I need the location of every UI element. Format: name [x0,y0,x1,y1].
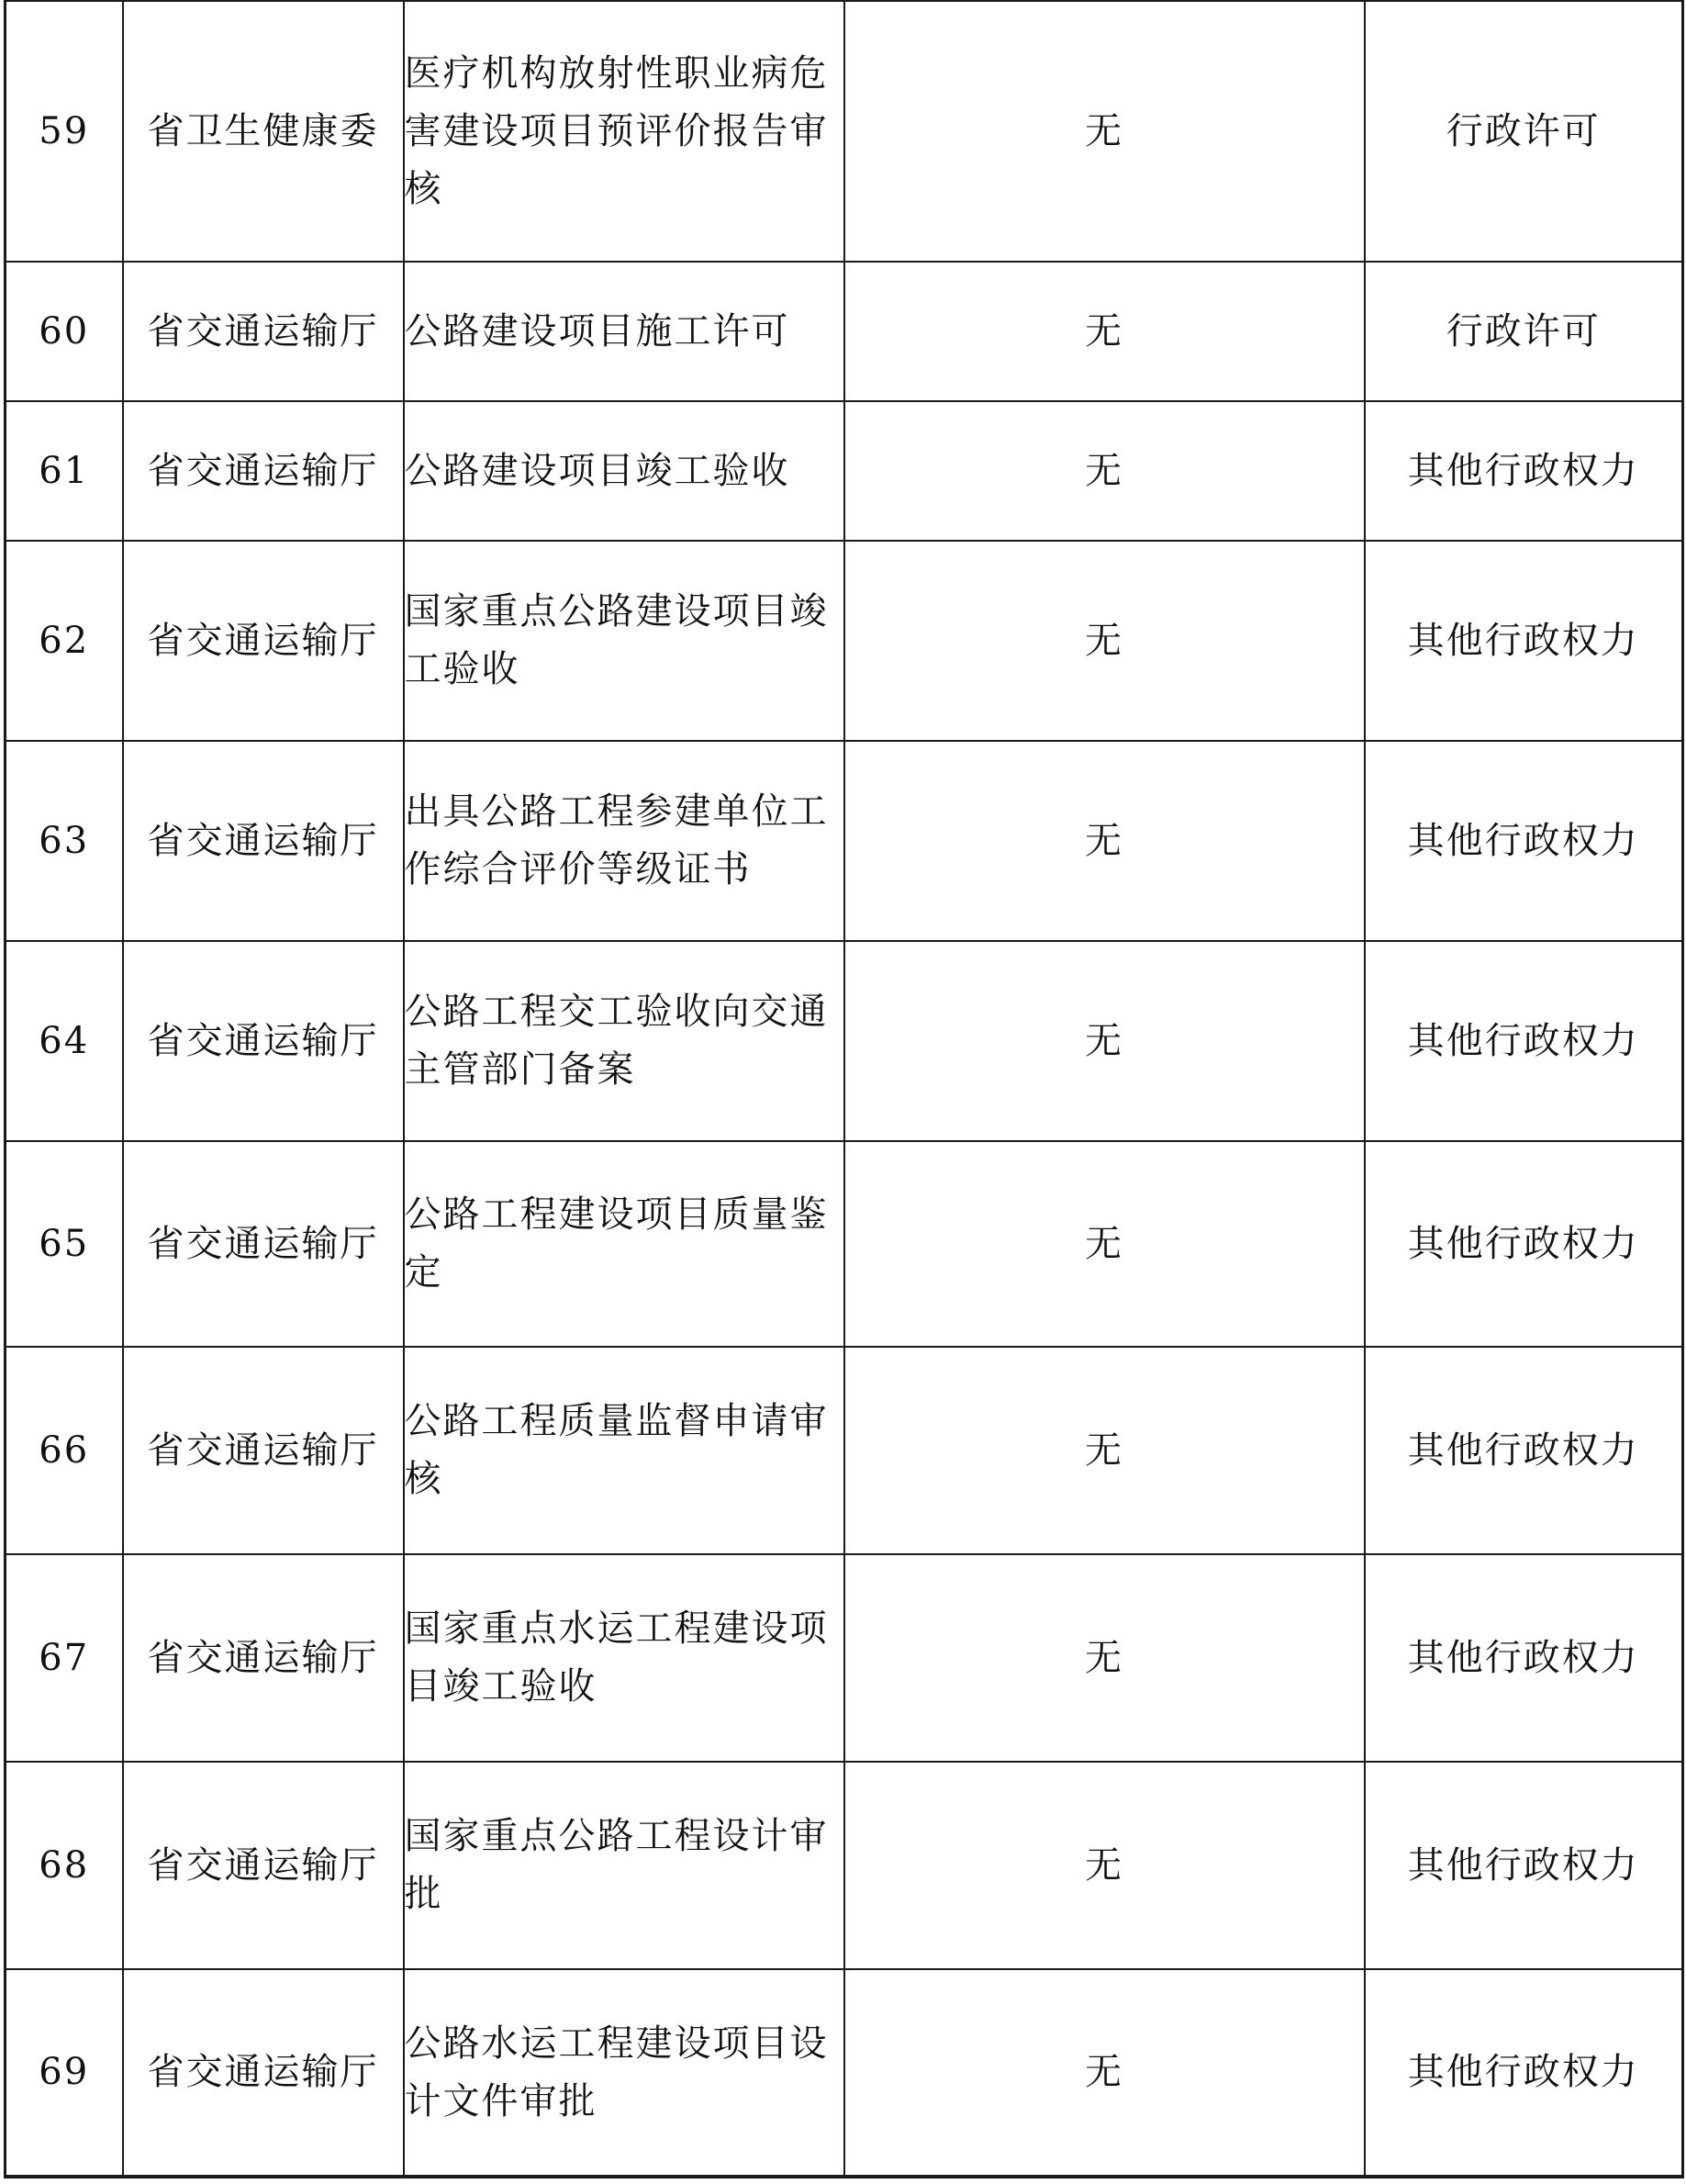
power-type-cell: 其他行政权力 [1365,1347,1683,1554]
power-type-cell: 行政许可 [1365,262,1683,401]
basis-cell: 无 [844,1969,1365,2177]
department-cell: 省交通运输厅 [123,741,404,941]
item-name-cell: 国家重点公路建设项目竣工验收 [404,541,844,741]
item-name-cell: 国家重点公路工程设计审批 [404,1762,844,1969]
basis-cell: 无 [844,541,1365,741]
power-list-table [4,0,1684,2178]
table-row [6,941,1683,1141]
basis-cell: 无 [844,1347,1365,1554]
table-row [6,1969,1683,2177]
department-cell: 省交通运输厅 [123,262,404,401]
basis-cell: 无 [844,262,1365,401]
row-number: 68 [6,1762,123,1969]
item-name-cell: 公路工程交工验收向交通主管部门备案 [404,941,844,1141]
department-cell: 省交通运输厅 [123,541,404,741]
item-name-cell: 出具公路工程参建单位工作综合评价等级证书 [404,741,844,941]
table-row [6,1347,1683,1554]
department-cell: 省交通运输厅 [123,1762,404,1969]
department-cell: 省交通运输厅 [123,1969,404,2177]
row-number: 62 [6,541,123,741]
department-cell: 省交通运输厅 [123,1347,404,1554]
basis-cell: 无 [844,1,1365,262]
table-row [6,1554,1683,1762]
department-cell: 省卫生健康委 [123,1,404,262]
row-number: 63 [6,741,123,941]
table-row [6,401,1683,541]
basis-cell: 无 [844,1762,1365,1969]
row-number: 59 [6,1,123,262]
power-type-cell: 其他行政权力 [1365,1762,1683,1969]
basis-cell: 无 [844,1141,1365,1347]
row-number: 64 [6,941,123,1141]
row-number: 66 [6,1347,123,1554]
table-row [6,541,1683,741]
table-row [6,1,1683,262]
basis-cell: 无 [844,1554,1365,1762]
basis-cell: 无 [844,401,1365,541]
row-number: 65 [6,1141,123,1347]
item-name-cell: 公路水运工程建设项目设计文件审批 [404,1969,844,2177]
power-type-cell: 行政许可 [1365,1,1683,262]
row-number: 61 [6,401,123,541]
row-number: 60 [6,262,123,401]
item-name-cell: 公路建设项目施工许可 [404,262,844,401]
department-cell: 省交通运输厅 [123,941,404,1141]
power-type-cell: 其他行政权力 [1365,941,1683,1141]
item-name-cell: 公路工程质量监督申请审核 [404,1347,844,1554]
item-name-cell: 国家重点水运工程建设项目竣工验收 [404,1554,844,1762]
item-name-cell: 公路工程建设项目质量鉴定 [404,1141,844,1347]
table-row [6,1141,1683,1347]
basis-cell: 无 [844,741,1365,941]
department-cell: 省交通运输厅 [123,1141,404,1347]
department-cell: 省交通运输厅 [123,401,404,541]
power-type-cell: 其他行政权力 [1365,741,1683,941]
department-cell: 省交通运输厅 [123,1554,404,1762]
row-number: 67 [6,1554,123,1762]
power-type-cell: 其他行政权力 [1365,1554,1683,1762]
power-type-cell: 其他行政权力 [1365,541,1683,741]
item-name-cell: 公路建设项目竣工验收 [404,401,844,541]
row-number: 69 [6,1969,123,2177]
basis-cell: 无 [844,941,1365,1141]
power-type-cell: 其他行政权力 [1365,1969,1683,2177]
power-type-cell: 其他行政权力 [1365,1141,1683,1347]
item-name-cell: 医疗机构放射性职业病危害建设项目预评价报告审核 [404,1,844,262]
table-row [6,1762,1683,1969]
power-type-cell: 其他行政权力 [1365,401,1683,541]
table-row [6,741,1683,941]
table-row [6,262,1683,401]
